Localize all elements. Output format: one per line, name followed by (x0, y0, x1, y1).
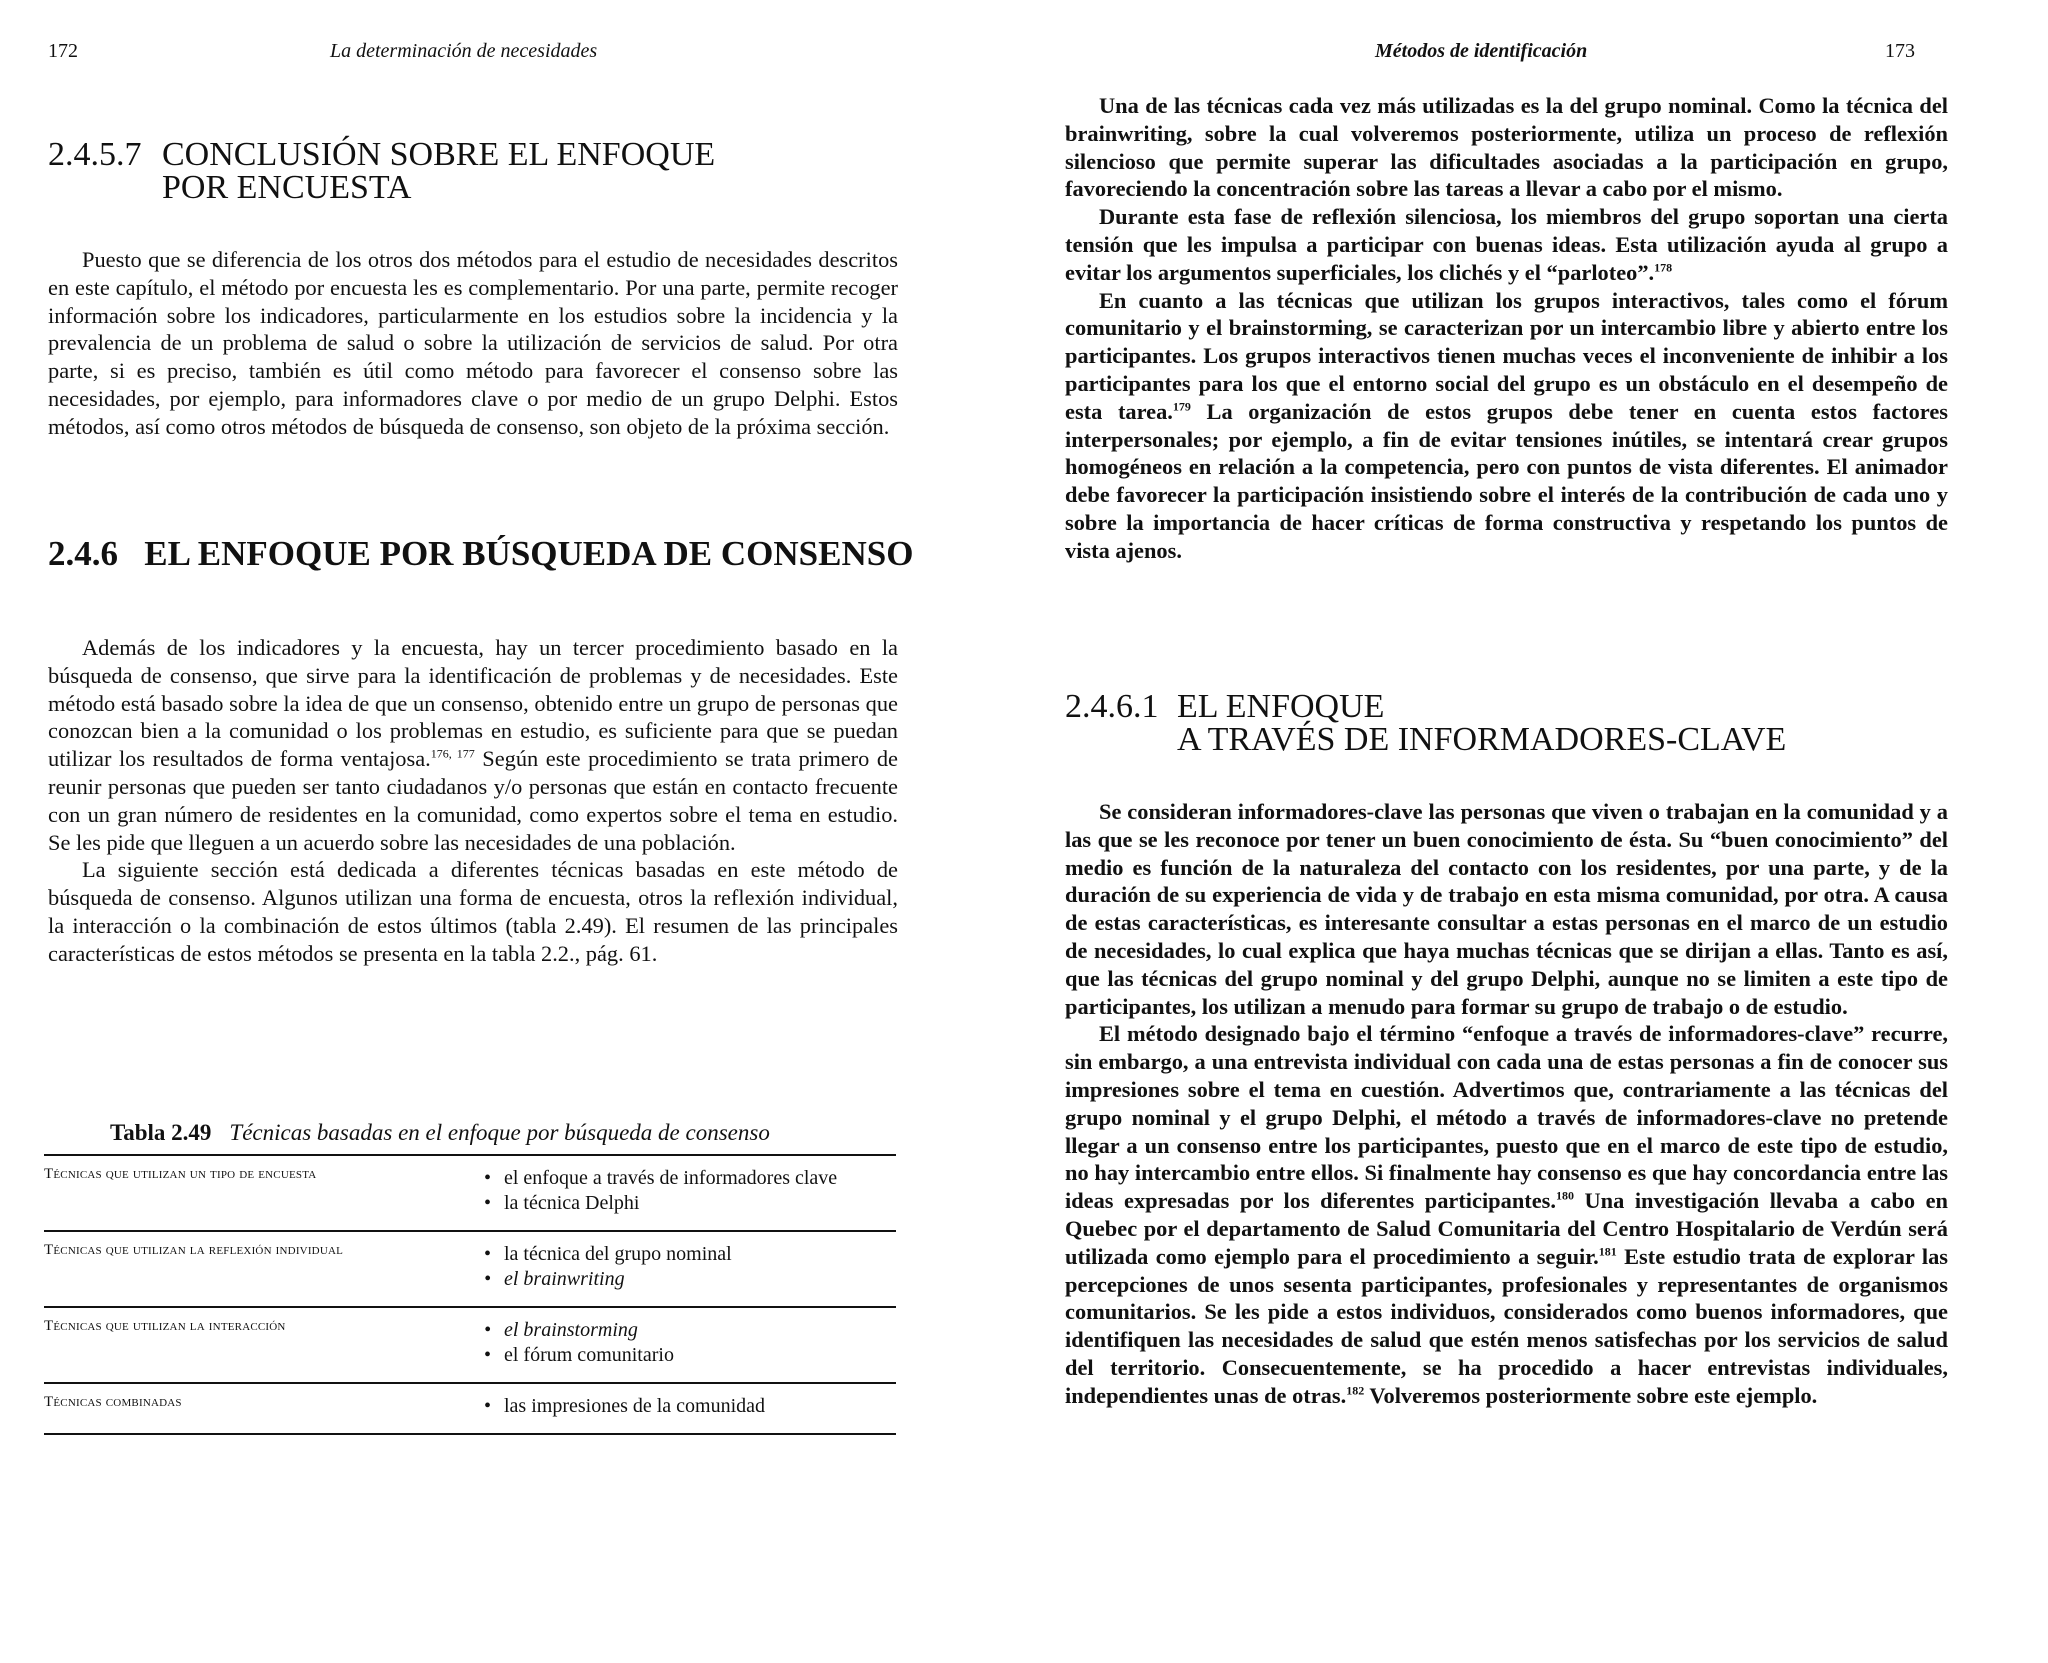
table-items-cell (484, 1231, 896, 1307)
technique-item: • el enfoque a través de informadores clave (484, 1166, 896, 1191)
technique-item: • la técnica Delphi (484, 1191, 896, 1216)
table-category-cell: Técnicas que utilizan la interacción (44, 1318, 286, 1334)
page-number: 173 (1885, 40, 1915, 62)
right-page (1030, 0, 2048, 1663)
section-title (1177, 690, 1786, 756)
paragraph-text: Este estudio trata de explorar las percepciones de unos sesenta participantes, profesionales y representantes de organismos comunitarios. Se les pide a estos individuos, considerados como buenos informadores, que identifiquen las necesidades de salud que estén menos satisfechas por los servicios de salud del territorio. Consecuentemente, se ha procedido a hacer entrevistas individuales, independientes unas de otras. (1065, 1243, 1948, 1408)
paragraph-text: Además de los indicadores y la encuesta, hay un tercer procedimiento basado en la búsqueda de consenso, que sirve para la identificación de problemas y de necesidades. Este método está basado sobre la idea de que un consenso, obtenido entre un grupo de personas que conozcan bien a la comunidad o los problemas en estudio, es suficiente para que se puedan utilizar los resultados de forma ventajosa. (48, 635, 898, 772)
technique-item: • el brainwriting (484, 1267, 896, 1292)
paragraph (1065, 203, 1948, 286)
paragraph: Puesto que se diferencia de los otros dos métodos para el estudio de necesidades descritos en este capítulo, el método por encuesta les es complementario. Por una parte, permite recoger información sobre los indicadores, particularmente en los estudios sobre la incidencia y la prevalencia de un problema de salud o sobre la utilización de servicios de salud. Por otra parte, si es preciso, también es útil como método para favorecer el consenso sobre las necesidades, por ejemplo, para informadores clave o por medio de un grupo Delphi. Estos métodos, así como otros métodos de búsqueda de consenso, son objeto de la próxima sección. (48, 247, 898, 439)
techniques-table (44, 1154, 896, 1435)
technique-item: • las impresiones de la comunidad (484, 1394, 896, 1419)
section-2461-body (1065, 798, 1948, 1410)
left-page (0, 0, 1010, 1663)
footnote-ref: 182 (1346, 1383, 1365, 1398)
section-heading-2457 (48, 138, 715, 204)
section-title: EL ENFOQUE POR BÚSQUEDA DE CONSENSO (144, 534, 914, 573)
intro-body (1065, 92, 1948, 565)
table-category-cell: Técnicas que utilizan un tipo de encuesta (44, 1166, 317, 1182)
section-title (162, 138, 715, 204)
paragraph-text: Volveremos posteriormente sobre este ejemplo. (1364, 1382, 1818, 1408)
technique-list (484, 1166, 896, 1216)
section-number: 2.4.6 (48, 534, 118, 573)
paragraph: La siguiente sección está dedicada a diferentes técnicas basadas en este método de búsqueda de consenso. Algunos utilizan una forma de encuesta, otros la reflexión individual, la interacción o la combinación de estos últimos (tabla 2.49). El resumen de las principales características de estos métodos se presenta en la tabla 2.2., pág. 61. (48, 857, 898, 966)
technique-item: • el brainstorming (484, 1318, 896, 1343)
section-heading-246 (48, 534, 913, 574)
table-category-cell: Técnicas que utilizan la reflexión individual (44, 1242, 344, 1258)
paragraph-text: El método designado bajo el término “enfoque a través de informadores-clave” recurre, sin embargo, a una entrevista individual con cada una de estas personas a fin de conocer sus impresiones sobre el tema en cuestión. Advertimos que, contrariamente a las técnicas del grupo nominal y el grupo Delphi, el método a través de informadores-clave no pretende llegar a un consenso entre los participantes, puesto que en el marco de este tipo de estudio, no hay intercambio entre ellos. Si finalmente hay consenso es que hay concordancia entre las ideas expresadas por los diferentes participantes. (1065, 1021, 1948, 1214)
paragraph-text: En cuanto a las técnicas que utilizan los grupos interactivos, tales como el fórum comunitario y el brainstorming, se caracterizan por un intercambio libre y abierto entre los participantes. Los grupos interactivos tienen muchas veces el inconveniente de inhibir a los participantes para los que el entorno social del grupo es un obstáculo en el desempeño de esta tarea. (1065, 287, 1948, 424)
technique-list (484, 1318, 896, 1368)
table-row (44, 1231, 896, 1307)
table-row (44, 1307, 896, 1383)
table-label: Tabla 2.49 (110, 1120, 212, 1145)
footnote-ref: 178 (1654, 260, 1673, 275)
paragraph: Una de las técnicas cada vez más utilizadas es la del grupo nominal. Como la técnica del brainwriting, sobre la cual volveremos posteriormente, utiliza un proceso de reflexión silencioso que permite superar las dificultades asociadas a la participación en grupo, favoreciendo la concentración sobre las tareas a llevar a cabo por el mismo. (1065, 93, 1948, 202)
section-246-body (48, 634, 898, 968)
footnote-ref: 176, 177 (430, 746, 475, 761)
table-caption (110, 1120, 770, 1146)
table-items-cell (484, 1383, 896, 1434)
page-number: 172 (48, 40, 78, 62)
section-heading-2461 (1065, 690, 1786, 756)
section-number: 2.4.5.7 (48, 136, 142, 173)
paragraph-text: Una investigación llevaba a cabo en Quebec por el departamento de Salud Comunitaria del Centro Hospitalario de Verdún será utilizada como ejemplo para el procedimiento a seguir. (1065, 1188, 1948, 1269)
table-caption-text: Técnicas basadas en el enfoque por búsqueda de consenso (229, 1120, 770, 1145)
table-items-cell (484, 1307, 896, 1383)
technique-list (484, 1242, 896, 1292)
section-title-line-2: A TRAVÉS DE INFORMADORES-CLAVE (1177, 721, 1787, 758)
table-row (44, 1383, 896, 1434)
section-title-line-1: CONCLUSIÓN SOBRE EL ENFOQUE (162, 136, 716, 173)
paragraph-text: La organización de estos grupos debe tener en cuenta estos factores interpersonales; por ejemplo, a fin de evitar tensiones inútiles, se intentará crear grupos homogéneos en relación a la competencia, pero con puntos de vista diferentes. El animador debe favorecer la participación insistiendo sobre el interés de la contribución de cada uno y sobre la importancia de hacer críticas de forma constructiva y respetando los puntos de vista ajenos. (1065, 398, 1948, 563)
footnote-ref: 181 (1598, 1244, 1617, 1259)
table-items-cell (484, 1155, 896, 1231)
paragraph: Se consideran informadores-clave las personas que viven o trabajan en la comunidad y a las que se les reconoce por tener un buen conocimiento de ésta. Su “buen conocimiento” del medio es función de la naturaleza del contacto con los residentes, por una parte, y de la duración de su experiencia de vida y de trabajo en esta misma comunidad, por otra. A causa de estas características, es interesante consultar a estas personas en el marco de un estudio de necesidades, lo cual explica que haya muchas técnicas que se dirijan a ellas. Tanto es así, que las técnicas del grupo nominal y del grupo Delphi, aunque no se limiten a este tipo de participantes, los utilizan a menudo para formar su grupo de trabajo o de estudio. (1065, 799, 1948, 1019)
paragraph-text: Según este procedimiento se trata primero de reunir personas que pueden ser tanto ciudadanos y/o personas que están en contacto frecuente con un gran número de residentes en la comunidad, como expertos sobre el tema en estudio. Se les pide que lleguen a un acuerdo sobre las necesidades de una población. (48, 746, 898, 855)
technique-item: • la técnica del grupo nominal (484, 1242, 896, 1267)
section-number: 2.4.6.1 (1065, 688, 1159, 725)
section-2457-body (48, 246, 898, 441)
paragraph-text: Durante esta fase de reflexión silenciosa, los miembros del grupo soportan una cierta tensión que les impulsa a participar con buenas ideas. Esta utilización ayuda al grupo a evitar los argumentos superficiales, los clichés y el “parloteo”. (1065, 204, 1948, 285)
section-title-line-1: EL ENFOQUE (1177, 688, 1385, 725)
running-title: Métodos de identificación (1375, 40, 1588, 62)
footnote-ref: 179 (1172, 399, 1191, 414)
technique-item: • el fórum comunitario (484, 1343, 896, 1368)
footnote-ref: 180 (1556, 1188, 1574, 1203)
paragraph (1065, 1020, 1948, 1409)
table-body (44, 1155, 896, 1434)
running-title: La determinación de necesidades (330, 40, 598, 62)
technique-list (484, 1394, 896, 1419)
section-title-line-2: POR ENCUESTA (162, 169, 412, 206)
paragraph (1065, 287, 1948, 565)
paragraph (48, 634, 898, 856)
table-row (44, 1155, 896, 1231)
table-category-cell: Técnicas combinadas (44, 1394, 182, 1410)
